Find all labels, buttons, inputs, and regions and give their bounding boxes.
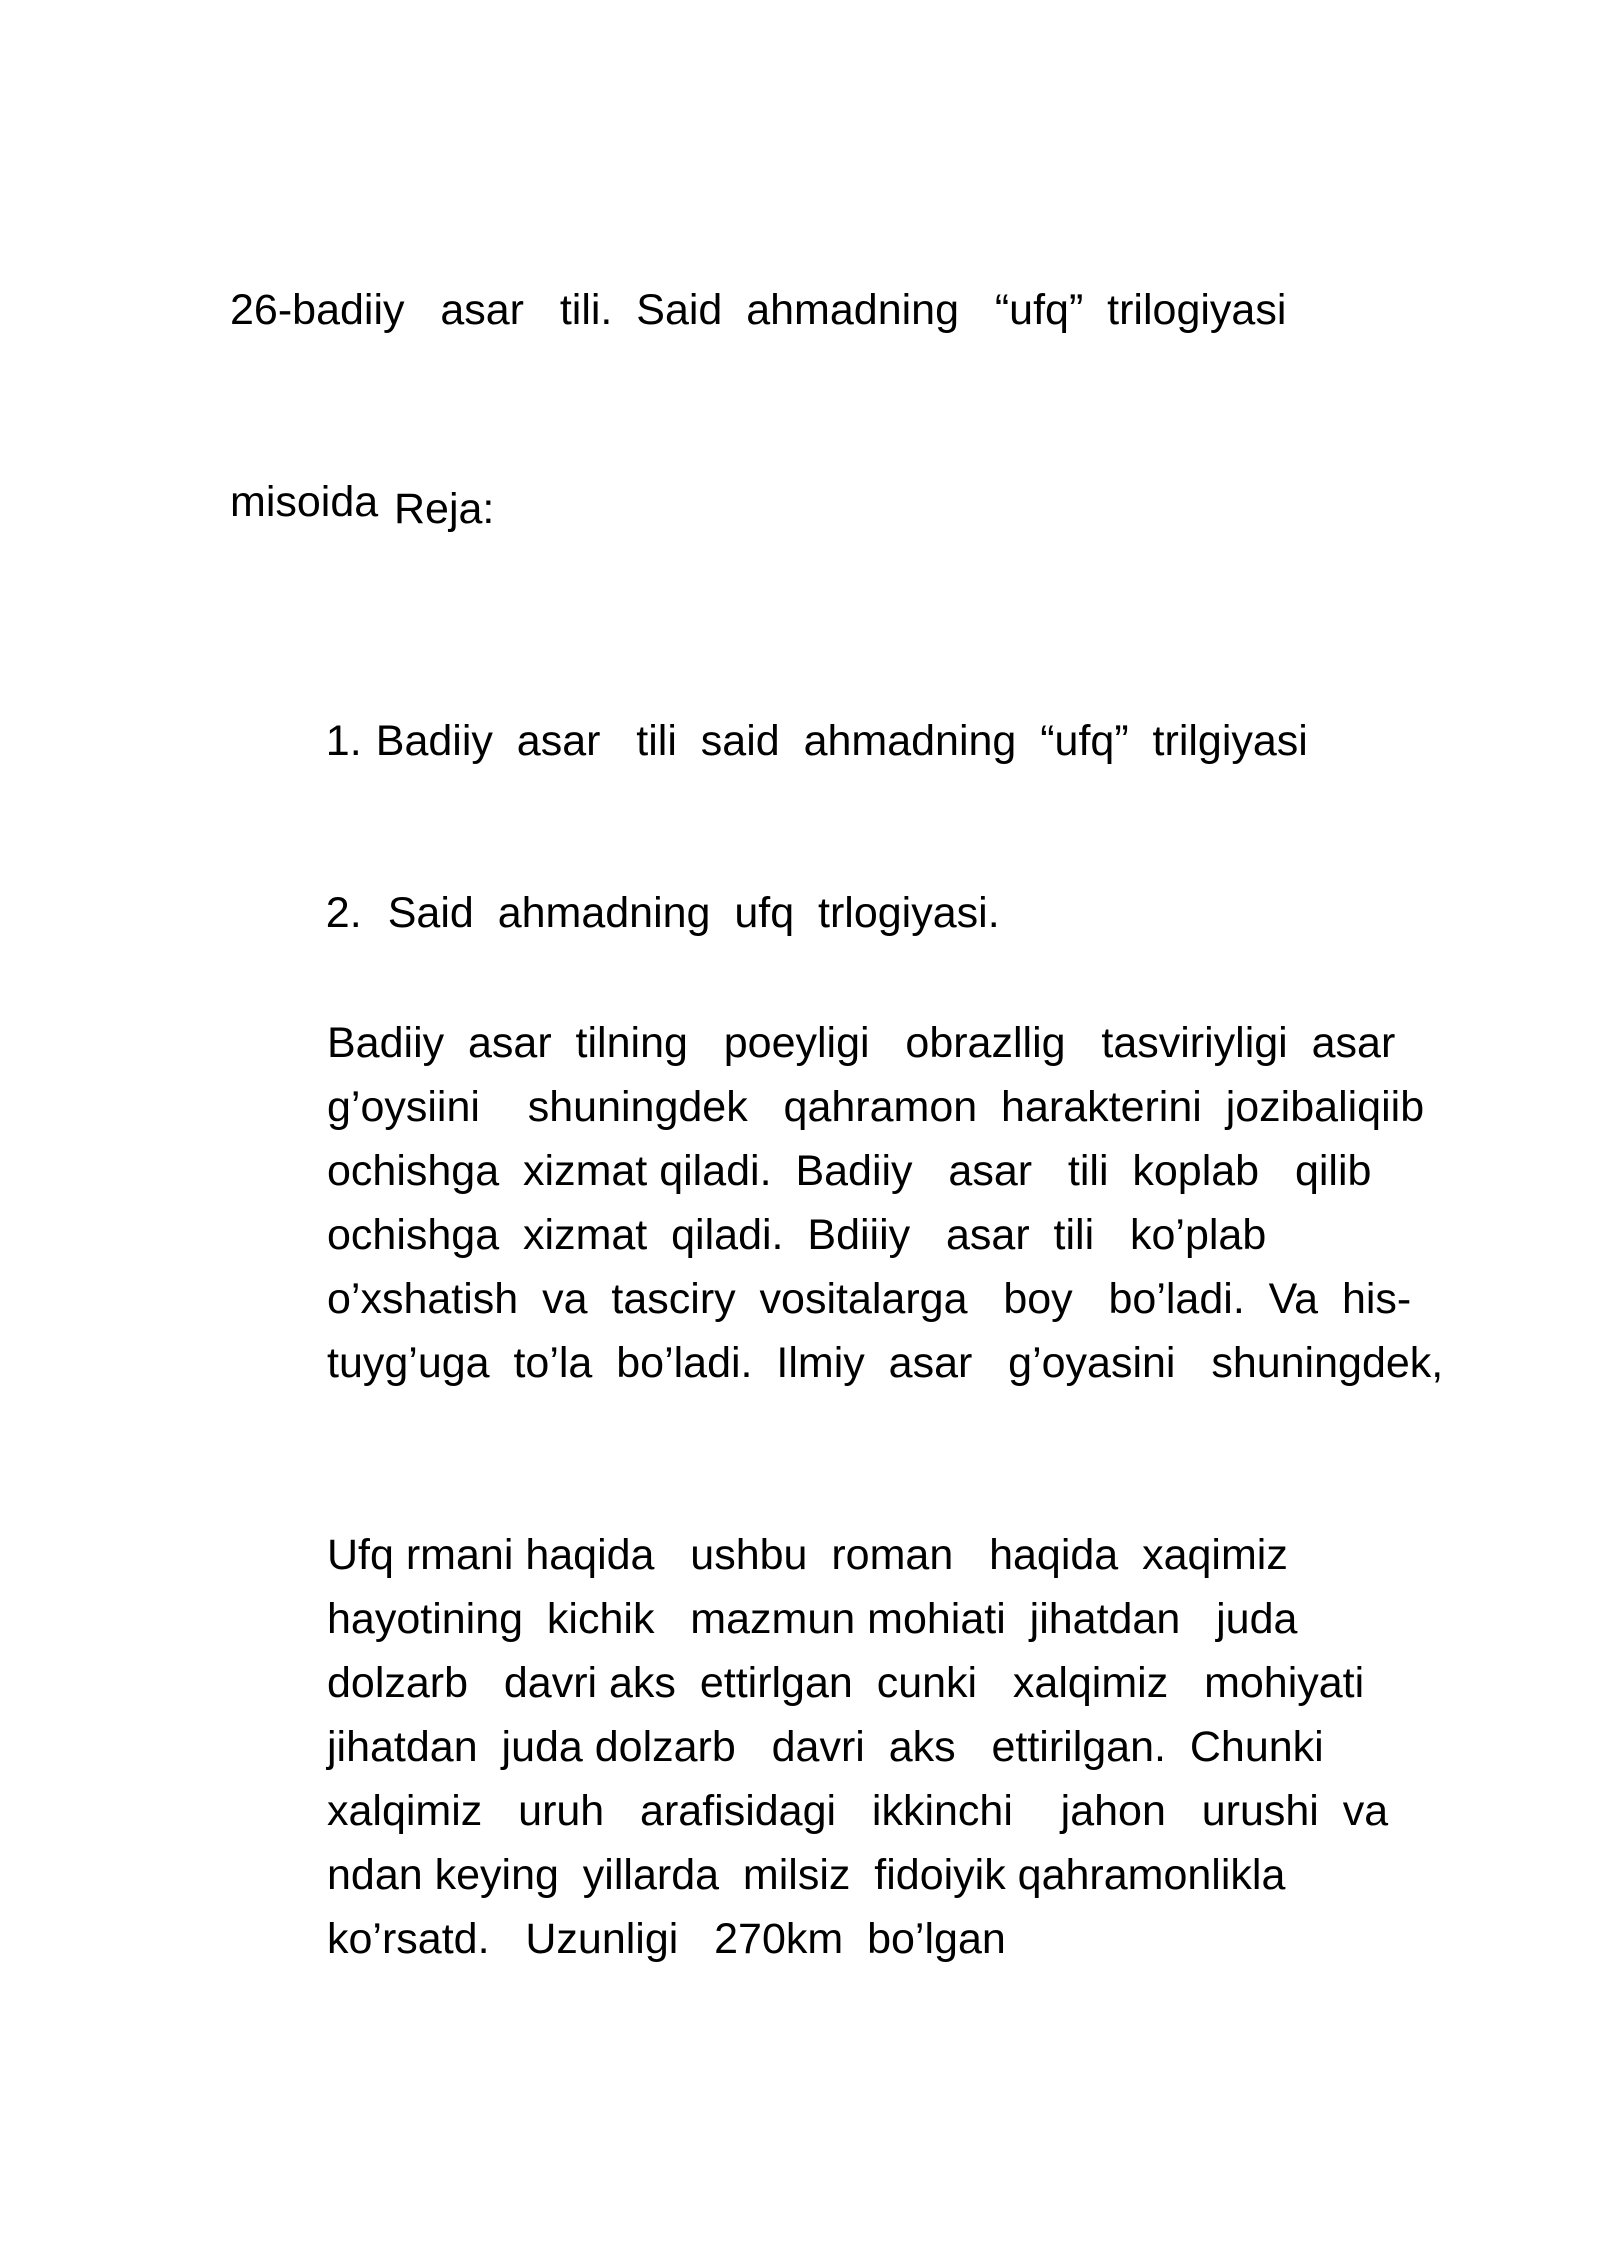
paragraph-novel — [327, 1523, 1388, 1971]
plan-heading: Reja: — [394, 485, 495, 533]
paragraph-line: ochishga xizmat qiladi. Badiiy asar tili koplab qilib — [327, 1147, 1372, 1195]
paragraph-line: o’xshatish va tasciry vositalarga boy bo’ladi. Va his- — [327, 1275, 1412, 1323]
plan-item-text: Badiiy asar tili said ahmadning “ufq” trilgiyasi — [375, 717, 1308, 765]
paragraph-line: ndan keying yillarda milsiz fidoiyik qahramonlikla — [327, 1851, 1286, 1899]
title-line-1: 26-badiiy asar tili. Said ahmadning “ufq” trilogiyasi — [230, 286, 1287, 334]
plan-item-2 — [278, 817, 1000, 1009]
title-line-2: misoida — [230, 478, 379, 526]
paragraph-line: g’oysiini shuningdek qahramon harakterini jozibaliqiib — [327, 1083, 1425, 1131]
document-title — [230, 150, 1286, 662]
plan-item-number: 1. — [325, 717, 362, 765]
plan-item-text: Said ahmadning ufq trlogiyasi. — [375, 889, 1000, 937]
paragraph-line: xalqimiz uruh arafisidagi ikkinchi jahon urushi va — [327, 1787, 1389, 1835]
plan-item-1 — [278, 645, 1308, 837]
paragraph-line: Badiiy asar tilning poeyligi obrazllig tasviriyligi asar — [327, 1019, 1396, 1067]
paragraph-line: jihatdan juda dolzarb davri aks ettirilgan. Chunki — [327, 1723, 1324, 1771]
paragraph-line: ochishga xizmat qiladi. Bdiiiy asar tili ko’plab — [327, 1211, 1267, 1259]
paragraph-language — [327, 1011, 1443, 1395]
paragraph-line: hayotining kichik mazmun mohiati jihatdan juda — [327, 1595, 1298, 1643]
plan-item-number: 2. — [325, 889, 362, 937]
paragraph-line: tuyg’uga to’la bo’ladi. Ilmiy asar g’oyasini shuningdek, — [327, 1339, 1444, 1387]
paragraph-line: Ufq rmani haqida ushbu roman haqida xaqimiz — [327, 1531, 1288, 1579]
paragraph-line: dolzarb davri aks ettirlgan cunki xalqimiz mohiyati — [327, 1659, 1365, 1707]
paragraph-line: ko’rsatd. Uzunligi 270km bo’lgan — [327, 1915, 1006, 1963]
